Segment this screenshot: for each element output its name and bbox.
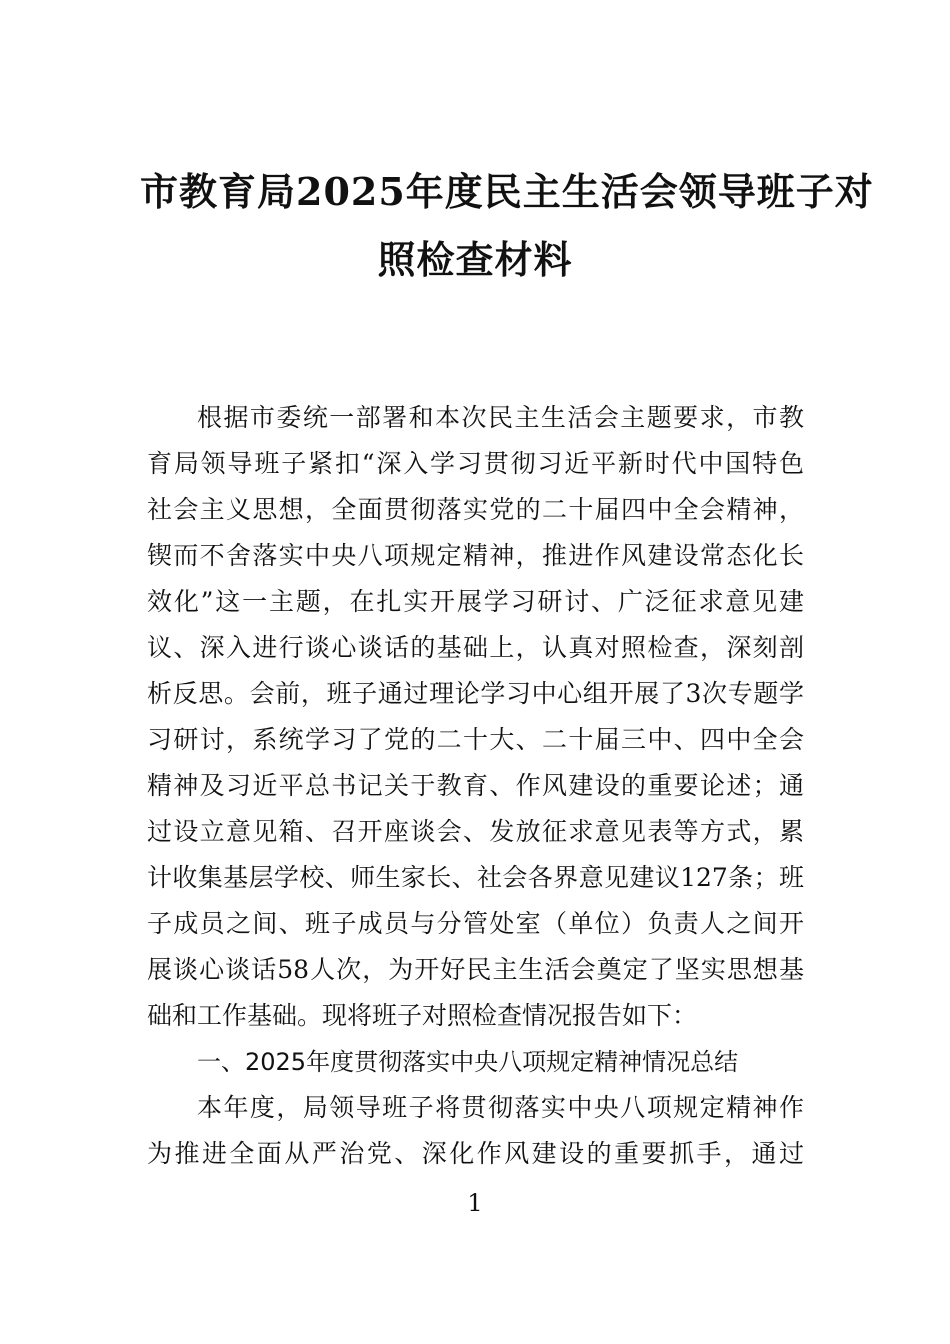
paragraph-line: 析反思。会前，班子通过理论学习中心组开展了3次专题学 <box>147 679 804 708</box>
paragraph-line: 展谈心谈话58人次，为开好民主生活会奠定了坚实思想基 <box>147 955 804 984</box>
paragraph-line: 为推进全面从严治党、深化作风建设的重要抓手，通过 <box>147 1139 804 1168</box>
paragraph-line: 议、深入进行谈心谈话的基础上，认真对照检查，深刻剖 <box>147 633 804 662</box>
document-title-line-2: 照检查材料 <box>377 237 573 282</box>
paragraph-line: 精神及习近平总书记关于教育、作风建设的重要论述；通 <box>147 771 804 800</box>
paragraph-line: 子成员之间、班子成员与分管处室（单位）负责人之间开 <box>147 909 804 938</box>
paragraph-line: 习研讨，系统学习了党的二十大、二十届三中、四中全会 <box>147 725 804 754</box>
paragraph-line: 本年度，局领导班子将贯彻落实中央八项规定精神作 <box>197 1093 804 1122</box>
paragraph-line: 根据市委统一部署和本次民主生活会主题要求，市教 <box>197 403 804 432</box>
paragraph-line: 育局领导班子紧扣“深入学习贯彻习近平新时代中国特色 <box>147 449 804 478</box>
paragraph-line: 效化”这一主题，在扎实开展学习研讨、广泛征求意见建 <box>147 587 804 616</box>
paragraph-line: 社会主义思想，全面贯彻落实党的二十届四中全会精神， <box>147 495 804 524</box>
paragraph-line: 锲而不舍落实中央八项规定精神，推进作风建设常态化长 <box>147 541 804 570</box>
section-heading: 一、2025年度贯彻落实中央八项规定精神情况总结 <box>197 1048 739 1076</box>
paragraph-line: 计收集基层学校、师生家长、社会各界意见建议127条；班 <box>147 863 804 892</box>
paragraph-line: 过设立意见箱、召开座谈会、发放征求意见表等方式，累 <box>147 817 804 846</box>
document-title-line-1: 市教育局2025年度民主生活会领导班子对 <box>140 169 874 214</box>
paragraph-line: 础和工作基础。现将班子对照检查情况报告如下： <box>147 1001 698 1030</box>
page-number: 1 <box>467 1189 483 1217</box>
